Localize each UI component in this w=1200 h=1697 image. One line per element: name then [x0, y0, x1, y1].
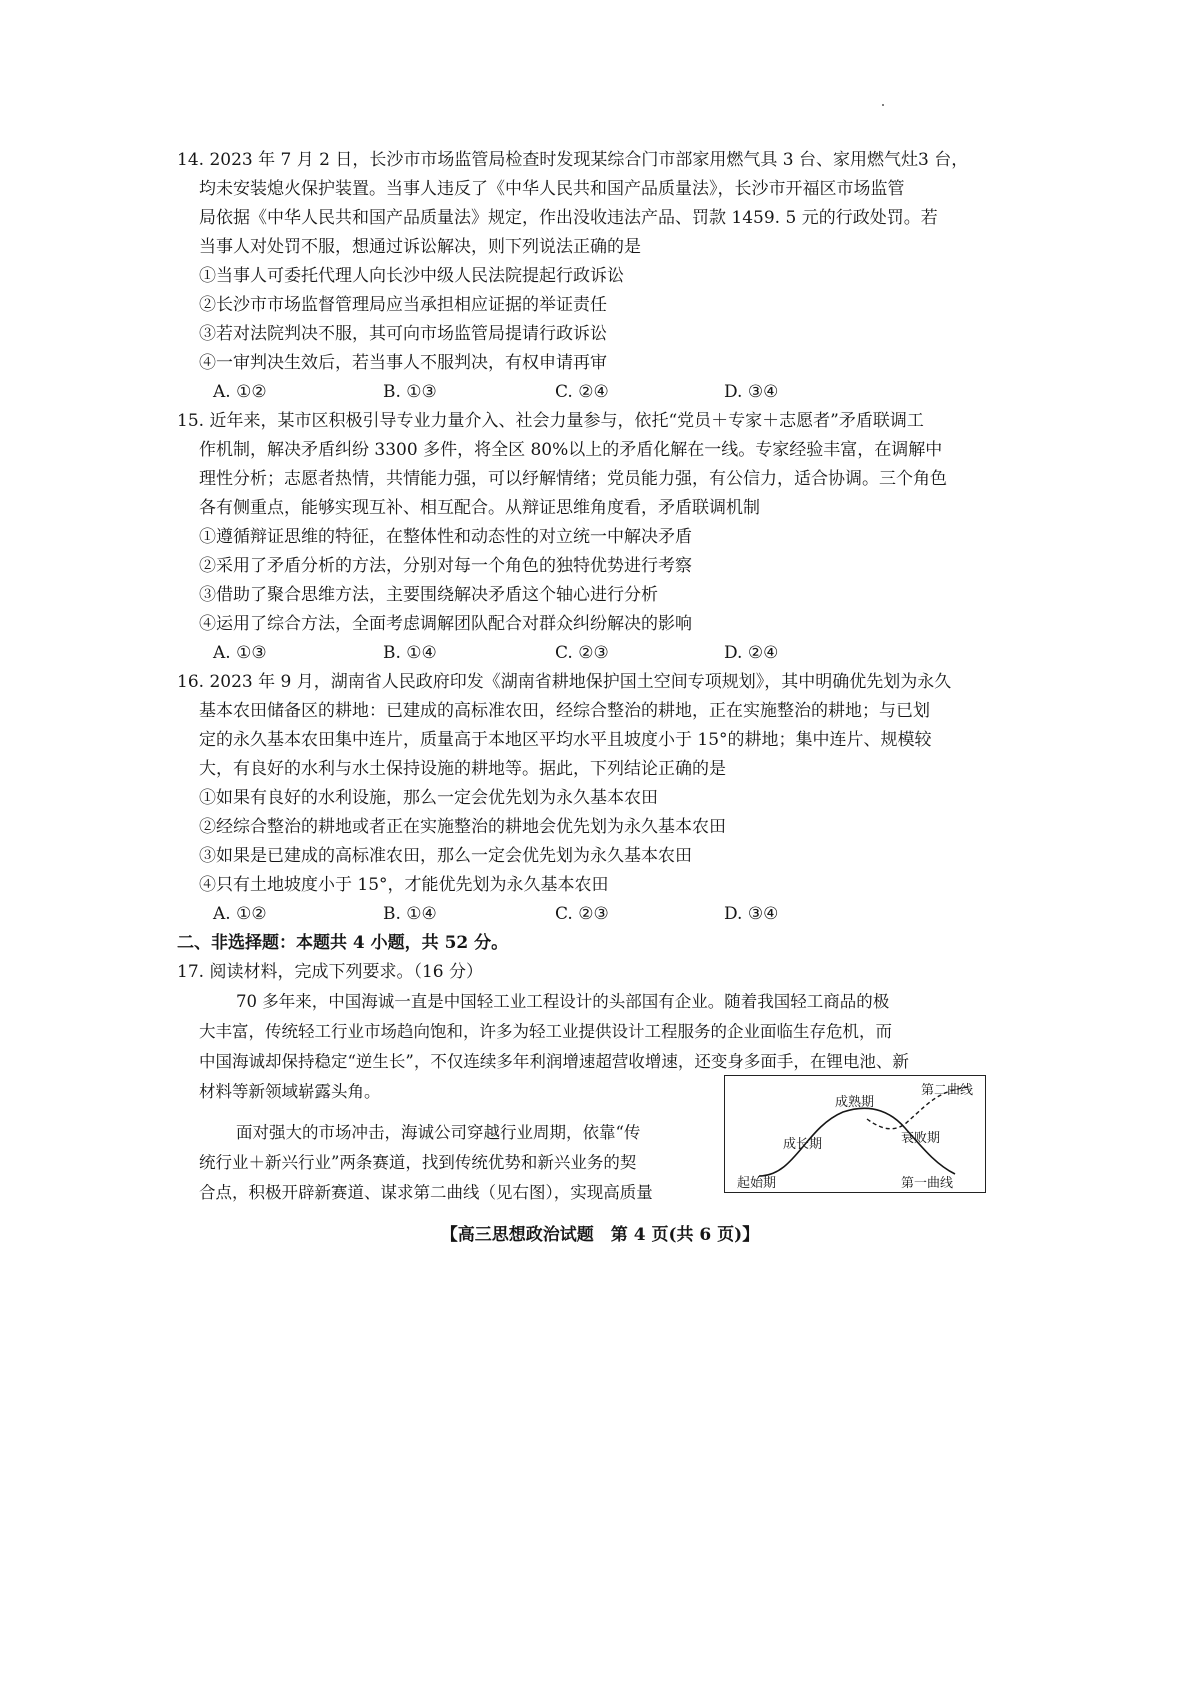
scan-speck [882, 104, 884, 106]
q14-line-2: 均未安装熄火保护装置。当事人违反了《中华人民共和国产品质量法》，长沙市开福区市场监管 [199, 179, 905, 199]
q15-option-d[interactable]: D. ②④ [724, 643, 779, 663]
q17-para1-line-1: 70 多年来，中国海诚一直是中国轻工业工程设计的头部国有企业。随着我国轻工商品的极 [236, 992, 890, 1011]
q16-statement-2: ②经综合整治的耕地或者正在实施整治的耕地会优先划为永久基本农田 [199, 817, 726, 837]
q16-option-a[interactable]: A. ①② [213, 904, 267, 924]
q15-option-a[interactable]: A. ①③ [213, 643, 267, 663]
q16-option-b[interactable]: B. ①④ [383, 904, 437, 924]
q14-statement-4: ④一审判决生效后，若当事人不服判决，有权申请再审 [199, 353, 607, 373]
q15-statement-1: ①遵循辩证思维的特征，在整体性和动态性的对立统一中解决矛盾 [199, 527, 692, 547]
q16-line-2: 基本农田储备区的耕地：已建成的高标准农田，经综合整治的耕地，正在实施整治的耕地；与已划 [199, 701, 930, 721]
q16-line-3: 定的永久基本农田集中连片，质量高于本地区平均水平且坡度小于 15°的耕地；集中连片、规模较 [199, 730, 932, 750]
q17-para1-line-2: 大丰富，传统轻工行业市场趋向饱和，许多为轻工业提供设计工程服务的企业面临生存危机，而 [199, 1022, 892, 1041]
q14-option-c[interactable]: C. ②④ [555, 382, 609, 402]
q15-statement-2: ②采用了矛盾分析的方法，分别对每一个角色的独特优势进行考察 [199, 556, 692, 576]
q14-option-a[interactable]: A. ①② [213, 382, 267, 402]
section-2-heading: 二、非选择题：本题共 4 小题，共 52 分。 [177, 933, 509, 953]
q16-option-c[interactable]: C. ②③ [555, 904, 609, 924]
q15-option-c[interactable]: C. ②③ [555, 643, 609, 663]
q15-option-b[interactable]: B. ①④ [383, 643, 437, 663]
q15-line-1: 15. 近年来，某市区积极引导专业力量介入、社会力量参与，依托“党员＋专家＋志愿者”矛盾联调工 [177, 411, 924, 431]
q15-statement-4: ④运用了综合方法，全面考虑调解团队配合对群众纠纷解决的影响 [199, 614, 692, 634]
q14-line-4: 当事人对处罚不服，想通过诉讼解决，则下列说法正确的是 [199, 237, 641, 257]
q17-para1-line-3: 中国海诚却保持稳定“逆生长”，不仅连续多年利润增速超营收增速，还变身多面手，在锂电池、新 [199, 1052, 909, 1071]
q14-line-1: 14. 2023 年 7 月 2 日，长沙市市场监管局检查时发现某综合门市部家用燃气具 3 台、家用燃气灶3 台， [177, 150, 969, 170]
q14-line-3: 局依据《中华人民共和国产品质量法》规定，作出没收违法产品、罚款 1459. 5 元的行政处罚。若 [199, 208, 938, 228]
page-footer: 【高三思想政治试题 第 4 页(共 6 页)】 [440, 1225, 760, 1245]
q16-option-d[interactable]: D. ③④ [724, 904, 779, 924]
q14-statement-1: ①当事人可委托代理人向长沙中级人民法院提起行政诉讼 [199, 266, 624, 286]
q16-line-4: 大，有良好的水利与水土保持设施的耕地等。据此，下列结论正确的是 [199, 759, 726, 779]
second-curve-figure [724, 1075, 986, 1193]
q14-option-b[interactable]: B. ①③ [383, 382, 437, 402]
q15-line-3: 理性分析；志愿者热情，共情能力强，可以纾解情绪；党员能力强，有公信力，适合协调。三个角色 [199, 469, 947, 489]
curve-diagram [725, 1076, 987, 1194]
q15-statement-3: ③借助了聚合思维方法，主要围绕解决矛盾这个轴心进行分析 [199, 585, 658, 605]
q14-option-d[interactable]: D. ③④ [724, 382, 779, 402]
q15-line-4: 各有侧重点，能够实现互补、相互配合。从辩证思维角度看，矛盾联调机制 [199, 498, 760, 518]
q14-statement-3: ③若对法院判决不服，其可向市场监管局提请行政诉讼 [199, 324, 607, 344]
q15-line-2: 作机制，解决矛盾纠纷 3300 多件，将全区 80%以上的矛盾化解在一线。专家经验丰富，在调解中 [199, 440, 943, 460]
q17-para2-line-2: 统行业＋新兴行业”两条赛道，找到传统优势和新兴业务的契 [199, 1153, 637, 1172]
q17-para1-line-4: 材料等新领域崭露头角。 [199, 1082, 381, 1101]
q16-statement-1: ①如果有良好的水利设施，那么一定会优先划为永久基本农田 [199, 788, 658, 808]
label-growth: 成长期 [783, 1137, 823, 1152]
q14-statement-2: ②长沙市市场监督管理局应当承担相应证据的举证责任 [199, 295, 607, 315]
q17-para2-line-3: 合点，积极开辟新赛道、谋求第二曲线（见右图），实现高质量 [199, 1183, 653, 1202]
label-mature: 成熟期 [835, 1095, 875, 1110]
q17-prompt: 17. 阅读材料，完成下列要求。（16 分） [177, 962, 483, 982]
label-decline: 衰败期 [901, 1131, 941, 1146]
q16-line-1: 16. 2023 年 9 月，湖南省人民政府印发《湖南省耕地保护国土空间专项规划》，其中明确优先划为永久 [177, 672, 952, 692]
label-second-curve: 第二曲线 [921, 1083, 974, 1098]
label-first-curve: 第一曲线 [901, 1176, 954, 1191]
q16-statement-3: ③如果是已建成的高标准农田，那么一定会优先划为永久基本农田 [199, 846, 692, 866]
q16-statement-4: ④只有土地坡度小于 15°，才能优先划为永久基本农田 [199, 875, 609, 895]
q17-para2-line-1: 面对强大的市场冲击，海诚公司穿越行业周期，依靠“传 [236, 1123, 641, 1142]
label-start: 起始期 [737, 1176, 777, 1191]
